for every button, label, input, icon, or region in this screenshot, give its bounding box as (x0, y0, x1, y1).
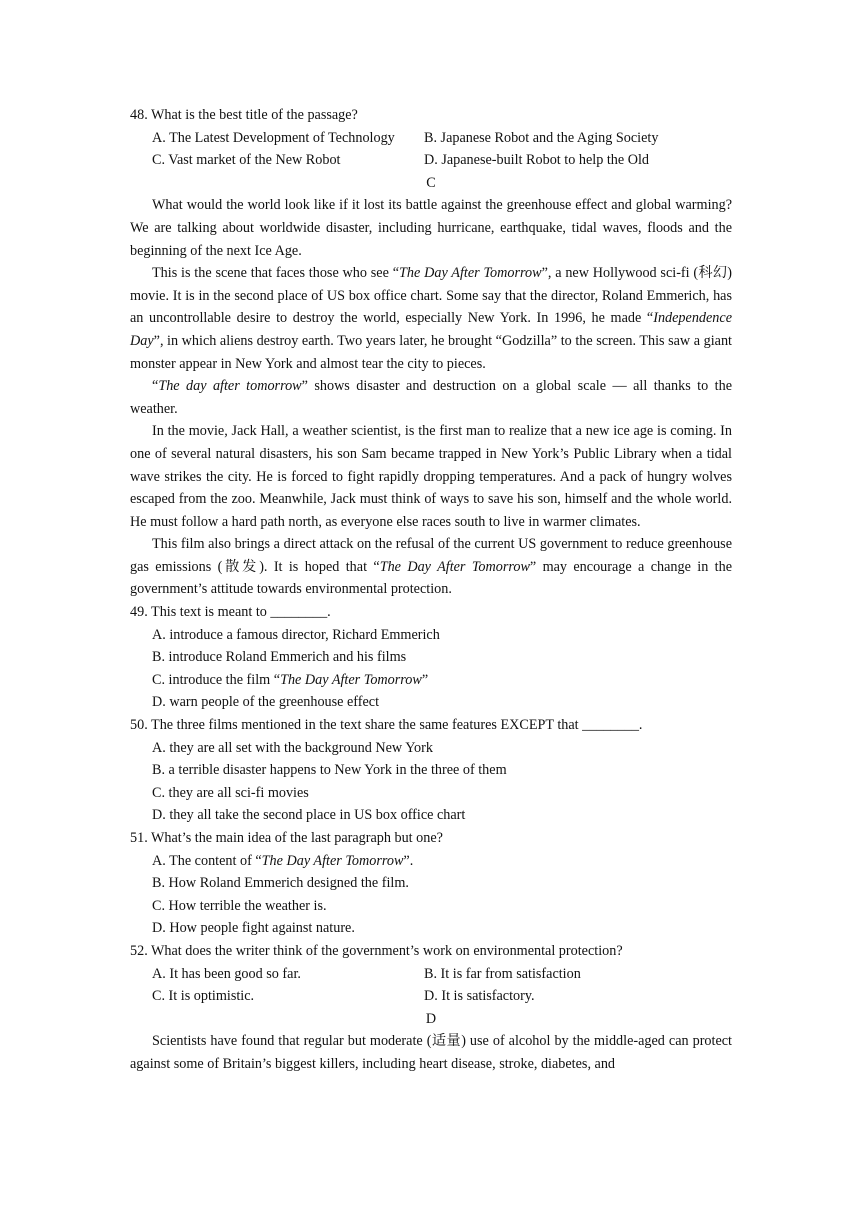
q48-option-c: C. Vast market of the New Robot (152, 152, 341, 169)
q50-stem: 50. The three films mentioned in the text share the same features EXCEPT that ________. (130, 717, 643, 734)
passage-c-paragraph-1: What would the world look like if it lost its battle against the greenhouse effect and global warming? We are talking about worldwide disaster, including hurricane, earthquake, tidal waves, floods and the beginning of the next Ice Age. (130, 197, 732, 259)
q48-options-row2 (130, 149, 732, 172)
movie-title: The Day After Tomorrow (379, 558, 530, 575)
q51-option-a: A. The content of “The Day After Tomorrow”. (152, 852, 414, 869)
passage-c-paragraph-3: “The day after tomorrow” shows disaster and destruction on a global scale — all thanks to the weather. (130, 378, 732, 417)
q50-option-a: A. they are all set with the background New York (152, 739, 433, 756)
section-c-heading: C (426, 174, 436, 191)
q52-option-b: B. It is far from satisfaction (424, 965, 581, 982)
q50-option-c: C. they are all sci-fi movies (152, 784, 309, 801)
q49-stem: 49. This text is meant to ________. (130, 604, 331, 621)
passage-c-paragraph-4: In the movie, Jack Hall, a weather scientist, is the first man to realize that a new ice age is coming. In one of several natural disasters, his son Sam became trapped in New York’s Public Library when a tidal wave strikes the city. He is forced to fight rapidly dropping temperatures. And a pack of hungry wolves escaped from the zoo. Meanwhile, Jack must think of ways to save his son, himself and the whole world. He must follow a hard path north, as everyone else races south to live in warmer climates. (130, 423, 732, 530)
q49-option-c: C. introduce the film “The Day After Tomorrow” (152, 671, 429, 688)
q48-stem: 48. What is the best title of the passage? (130, 107, 358, 123)
q49-option-b: B. introduce Roland Emmerich and his films (152, 649, 407, 666)
q50-option-b: B. a terrible disaster happens to New York in the three of them (152, 762, 507, 779)
q52-option-c: C. It is optimistic. (152, 988, 255, 1005)
q48-option-a: A. The Latest Development of Technology (152, 129, 395, 146)
q48-option-b: B. Japanese Robot and the Aging Society (424, 129, 659, 146)
movie-title: The day after tomorrow (158, 378, 302, 395)
q51-option-d: D. How people fight against nature. (152, 920, 355, 937)
q50-option-d: D. they all take the second place in US box office chart (152, 807, 466, 824)
q52-options-row1 (130, 963, 732, 986)
q48-option-d: D. Japanese-built Robot to help the Old (424, 152, 649, 169)
q49-option-d: D. warn people of the greenhouse effect (152, 694, 380, 711)
q52-option-d: D. It is satisfactory. (424, 988, 535, 1005)
passage-c-paragraph-5: This film also brings a direct attack on the refusal of the current US government to reduce greenhouse gas emissions (散发). It is hoped that “The Day After Tomorrow” may encourage a change in the government’s attitude towards environmental protection. (130, 536, 732, 598)
q52-options-row2 (130, 985, 732, 1008)
q48-options-row1 (130, 127, 732, 150)
section-d-heading: D (425, 1010, 437, 1027)
q51-option-c: C. How terrible the weather is. (152, 897, 327, 914)
exam-page (130, 104, 732, 1076)
q51-stem: 51. What’s the main idea of the last paragraph but one? (130, 830, 443, 846)
movie-title: Independence Day (130, 310, 732, 349)
passage-d-paragraph-1: Scientists have found that regular but moderate (适量) use of alcohol by the middle-aged can protect against some of Britain’s biggest killers, including heart disease, stroke, diabetes, and (130, 1033, 732, 1072)
movie-title: The Day After Tomorrow (399, 265, 542, 282)
passage-c-paragraph-2: This is the scene that faces those who see “The Day After Tomorrow”, a new Hollywood sci-fi (科幻) movie. It is in the second place of US box office chart. Some say that the director, Roland Emmerich, has an uncontrollable desire to destroy the world, especially New York. In 1996, he made “Independence Day”, in which aliens destroy earth. Two years later, he brought “Godzilla” to the screen. This saw a giant monster appear in New York and almost tear the city to pieces. (130, 265, 733, 372)
q52-option-a: A. It has been good so far. (152, 965, 301, 982)
q51-option-b: B. How Roland Emmerich designed the film. (152, 875, 409, 892)
q49-option-a: A. introduce a famous director, Richard Emmerich (152, 626, 440, 643)
q52-stem: 52. What does the writer think of the government’s work on environmental protection? (130, 942, 623, 959)
